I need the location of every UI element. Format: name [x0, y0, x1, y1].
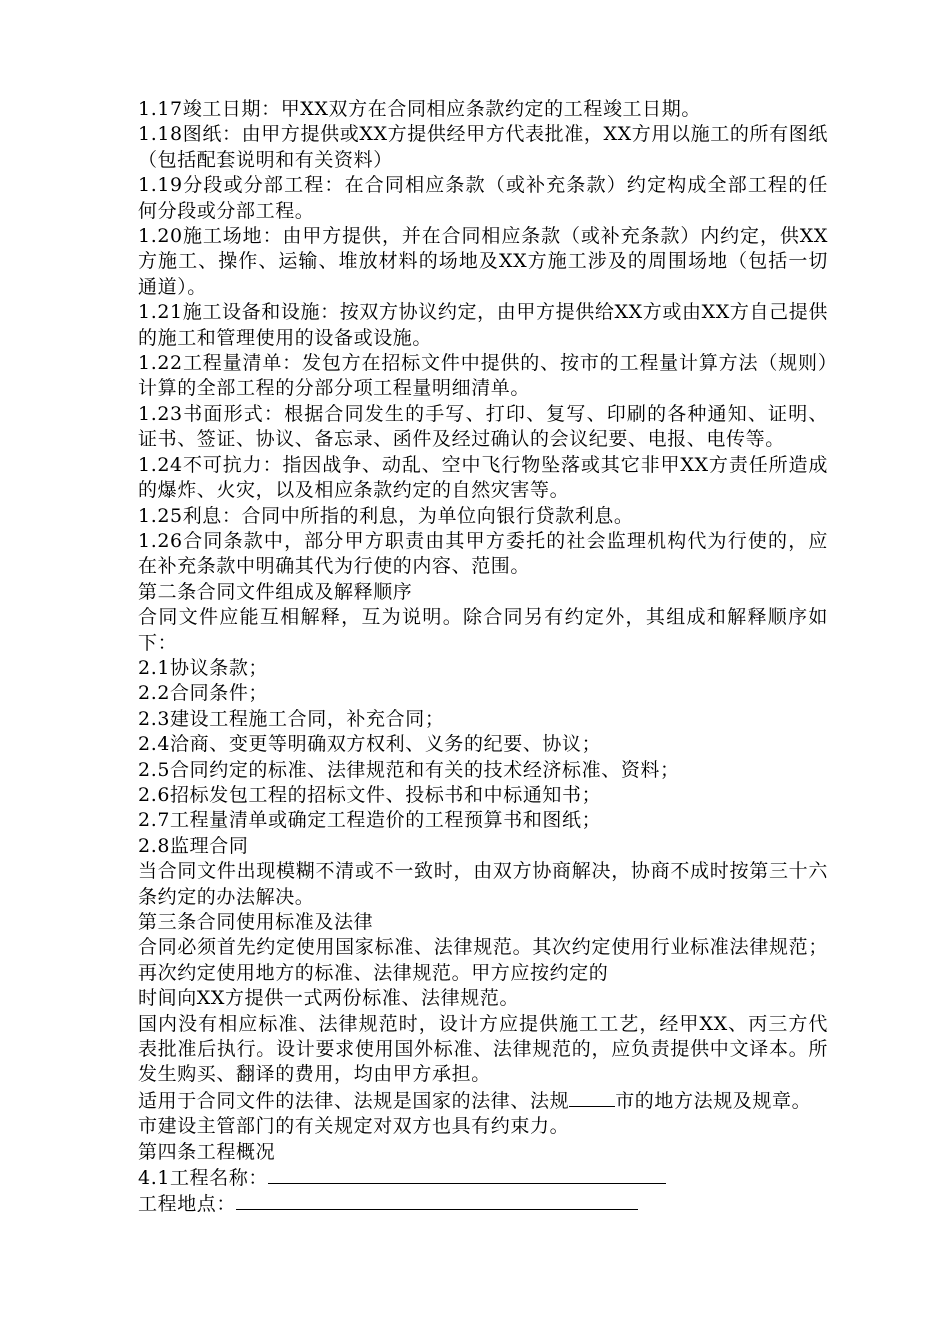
- clause-1-23: 1.23书面形式：根据合同发生的手写、打印、复写、印刷的各种通知、证明、证书、签证、协议、备忘录、函件及经过确认的会议纪要、电报、电传等。: [138, 402, 828, 451]
- clause-2-1: 2.1协议条款；: [138, 656, 269, 679]
- law-text-after: 市的地方法规及规章。: [615, 1089, 812, 1112]
- project-site-line: [138, 1191, 828, 1217]
- city-blank[interactable]: [569, 1088, 615, 1107]
- article-3-applicable-law: [138, 1088, 828, 1114]
- clause-2-6: 2.6招标发包工程的招标文件、投标书和中标通知书；: [138, 783, 602, 806]
- article-2-heading: 第二条合同文件组成及解释顺序: [138, 580, 413, 603]
- clause-2-3: 2.3建设工程施工合同，补充合同；: [138, 707, 445, 730]
- project-name-label: 4.1工程名称：: [138, 1167, 269, 1190]
- project-name-line: [138, 1165, 828, 1191]
- project-site-label: 工程地点：: [138, 1193, 237, 1216]
- clause-1-24: 1.24不可抗力：指因战争、动乱、空中飞行物坠落或其它非甲XX方责任所造成的爆炸、火灾，以及相应条款约定的自然灾害等。: [138, 453, 828, 502]
- clause-1-18: 1.18图纸：由甲方提供或XX方提供经甲方代表批准，XX方用以施工的所有图纸（包括配套说明和有关资料）: [138, 123, 828, 171]
- article-2-intro: 合同文件应能互相解释，互为说明。除合同另有约定外，其组成和解释顺序如下：: [138, 606, 828, 654]
- clause-1-19: 1.19分段或分部工程：在合同相应条款（或补充条款）约定构成全部工程的任何分段或分部工程。: [138, 174, 828, 222]
- clause-2-4: 2.4洽商、变更等明确双方权利、义务的纪要、协议；: [138, 733, 602, 756]
- article-2-dispute: 当合同文件出现模糊不清或不一致时，由双方协商解决，协商不成时按第三十六条约定的办法解决。: [138, 860, 828, 908]
- clause-2-2: 2.2合同条件；: [138, 682, 269, 705]
- clause-1-25: 1.25利息：合同中所指的利息，为单位向银行贷款利息。: [138, 504, 634, 527]
- clause-1-21: 1.21施工设备和设施：按双方协议约定，由甲方提供给XX方或由XX方自己提供的施工和管理使用的设备或设施。: [138, 301, 828, 349]
- law-text-before: 适用于合同文件的法律、法规是国家的法律、法规: [138, 1089, 570, 1112]
- article-3-standards-cont: 时间向XX方提供一式两份标准、法律规范。: [138, 987, 520, 1010]
- article-3-heading: 第三条合同使用标准及法律: [138, 911, 374, 933]
- project-site-blank[interactable]: [236, 1191, 638, 1210]
- clause-2-5: 2.5合同约定的标准、法律规范和有关的技术经济标准、资料；: [138, 758, 680, 781]
- article-3-standards: 合同必须首先约定使用国家标准、法律规范。其次约定使用行业标准法律规范；再次约定使用地方的标准、法律规范。甲方应按约定的: [138, 936, 828, 984]
- article-4-heading: 第四条工程概况: [138, 1140, 276, 1163]
- document-body: [138, 97, 828, 1218]
- clause-1-17: 1.17竣工日期：甲XX双方在合同相应条款约定的工程竣工日期。: [138, 98, 701, 120]
- article-3-local-rules: 市建设主管部门的有关规定对双方也具有约束力。: [138, 1115, 570, 1138]
- article-3-foreign-standards: 国内没有相应标准、法律规范时，设计方应提供施工工艺，经甲XX、丙三方代表批准后执行。设计要求使用国外标准、法律规范的，应负责提供中文译本。所发生购买、翻译的费用，均由甲方承担。: [138, 1012, 828, 1086]
- clause-2-8: 2.8监理合同: [138, 834, 249, 857]
- clause-1-20: 1.20施工场地：由甲方提供，并在合同相应条款（或补充条款）内约定，供XX方施工、操作、运输、堆放材料的场地及XX方施工涉及的周围场地（包括一切通道）。: [138, 225, 828, 298]
- project-name-blank[interactable]: [268, 1165, 666, 1184]
- clause-1-22: 1.22工程量清单：发包方在招标文件中提供的、按市的工程量计算方法（规则）计算的全部工程的分部分项工程量明细清单。: [138, 352, 828, 400]
- clause-1-26: 1.26合同条款中，部分甲方职责由其甲方委托的社会监理机构代为行使的，应在补充条款中明确其代为行使的内容、范围。: [138, 529, 828, 578]
- clause-2-7: 2.7工程量清单或确定工程造价的工程预算书和图纸；: [138, 809, 602, 832]
